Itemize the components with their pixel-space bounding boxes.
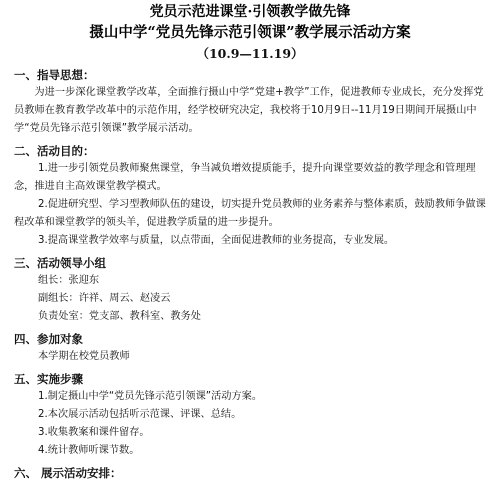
steps-item-1: 1.制定摄山中学“党员先锋示范引领课”活动方案。 bbox=[38, 390, 263, 402]
section-heading-guiding-ideology: 一、指导思想： bbox=[14, 67, 95, 82]
section-heading-purpose: 二、活动目的： bbox=[14, 143, 95, 158]
section-heading-leadership: 三、活动领导小组 bbox=[14, 255, 106, 270]
steps-item-2: 2.本次展示活动包括听示范课、评课、总结。 bbox=[38, 408, 242, 420]
leadership-item-leader: 组长：张迎东 bbox=[38, 274, 100, 286]
date-range: （10.9—11.19） bbox=[196, 45, 304, 61]
participants-item: 本学期在校党员教师 bbox=[38, 350, 130, 362]
section-heading-participants: 四、参加对象 bbox=[14, 331, 83, 346]
purpose-item-3: 3.提高课堂教学效率与质量，以点带面，全面促进教师的业务提高，专业发展。 bbox=[38, 234, 395, 246]
section-heading-steps: 五、实施步骤 bbox=[14, 371, 83, 386]
document-title-line1: 党员示范进课堂·引领教学做先锋 bbox=[149, 4, 351, 20]
leadership-item-office: 负责处室：党支部、教科室、教务处 bbox=[38, 310, 201, 322]
steps-item-4: 4.统计教师听课节数。 bbox=[38, 444, 140, 456]
section-paragraph-guiding-ideology: 为进一步深化课堂教学改革，全面推行摄山中学“党建+教学”工作，促进教师专业成长，充分发挥党员教师在教育教学改革中的示范作用，经学校研究决定，我校将于10月9日--11月19日期间开展摄山中学“党员先锋示范引领课”教学展示活动。 bbox=[14, 86, 484, 134]
document-title-line2: 摄山中学“党员先锋示范引领课”教学展示活动方案 bbox=[89, 23, 411, 41]
steps-item-3: 3.收集教案和课件留存。 bbox=[38, 426, 150, 438]
leadership-item-deputy: 副组长：许祥、周云、赵凌云 bbox=[38, 292, 171, 304]
purpose-item-1: 1.进一步引领党员教师聚焦课堂，争当减负增效提质能手，提升向课堂要效益的教学理念和管理理念，推进自主高效课堂教学模式。 bbox=[14, 162, 476, 192]
section-heading-schedule: 六、 展示活动安排： bbox=[14, 465, 122, 480]
purpose-item-2: 2.促进研究型、学习型教师队伍的建设，切实提升党员教师的业务素养与整体素质，鼓励教师争做课程改革和课堂教学的领头羊，促进教学质量的进一步提升。 bbox=[14, 198, 486, 228]
